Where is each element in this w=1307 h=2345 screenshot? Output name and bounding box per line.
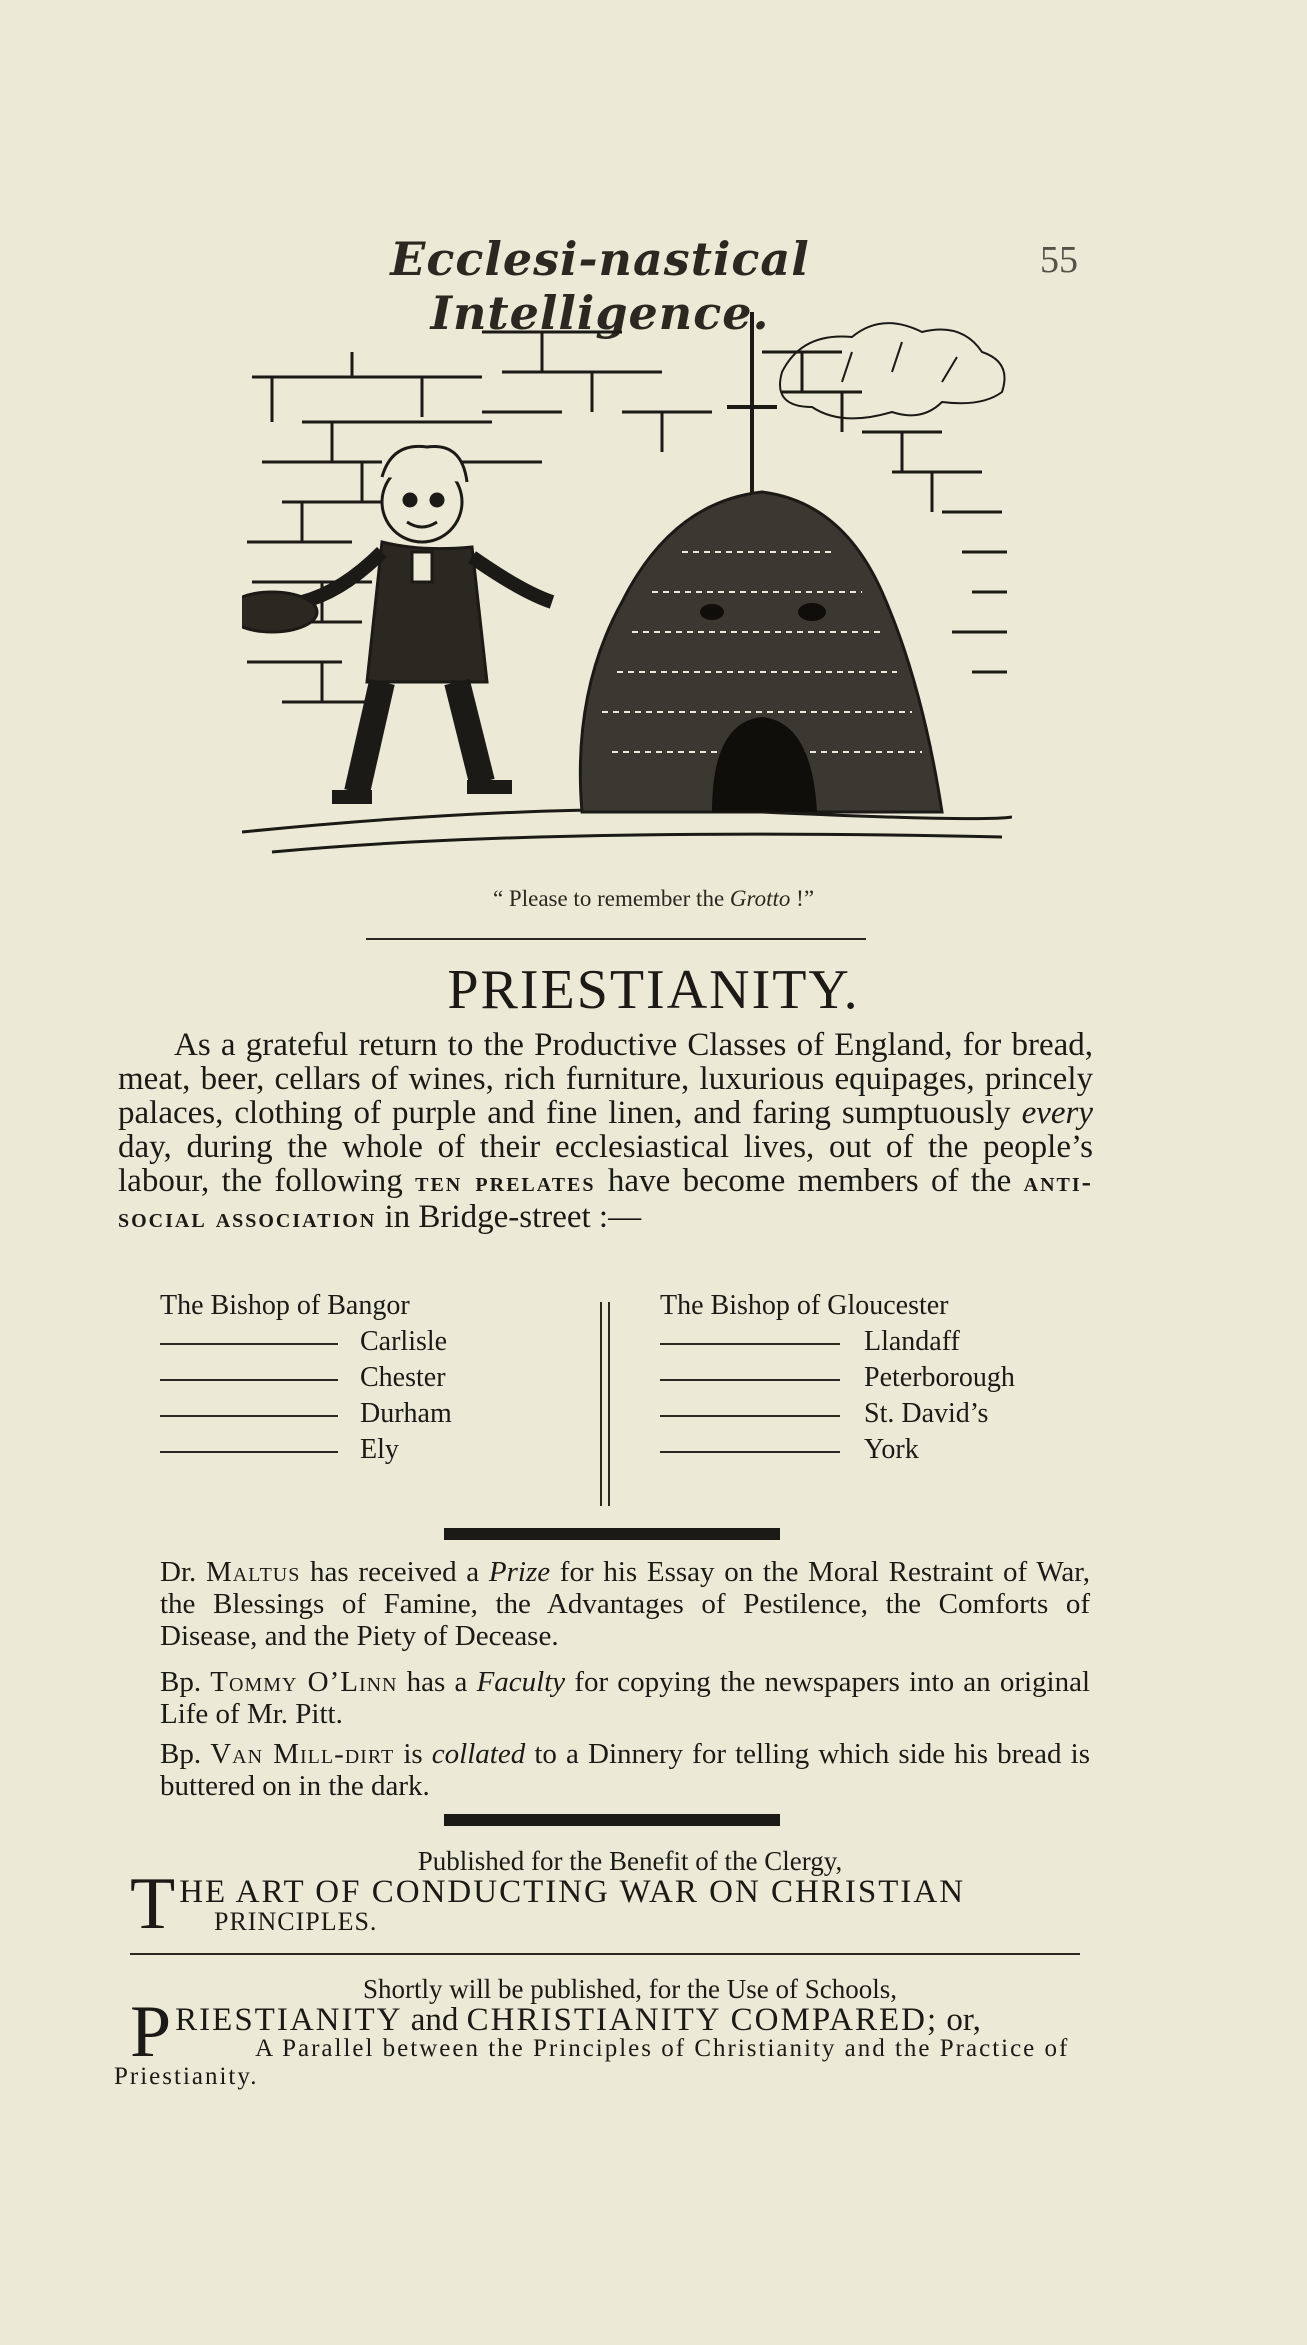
clergyman-figure bbox=[242, 446, 552, 797]
news-title: Dr. bbox=[160, 1556, 197, 1588]
list-item bbox=[660, 1360, 1015, 1396]
list-item bbox=[160, 1396, 452, 1432]
ditto-rule bbox=[160, 1379, 338, 1381]
drop-cap: T bbox=[130, 1863, 178, 1945]
bishop-see: Peterborough bbox=[864, 1362, 1015, 1393]
intro-text-2: day, during the whole of their ecclesiastical lives, out of the people’s labour, the following bbox=[118, 1129, 1093, 1199]
intro-text-1: As a grateful return to the Productive Classes of England, for bread, meat, beer, cellars of wines, rich furniture, luxurious equipages, princely palaces, clothing of purple and fine linen, and faring sumptuously bbox=[118, 1027, 1093, 1131]
caption-close: !” bbox=[790, 886, 815, 911]
section-divider bbox=[444, 1528, 780, 1540]
article-heading: PRIESTIANITY. bbox=[447, 959, 860, 1021]
advert-priestianity-compared bbox=[114, 1974, 1090, 2091]
caption-open: “ Please to remember the bbox=[492, 886, 730, 911]
drop-cap: P bbox=[130, 1991, 174, 2073]
advert-title-conjunction: and bbox=[402, 2002, 467, 2038]
advert-title-conjunction: or, bbox=[938, 2002, 981, 2038]
advert-title-line: PRINCIPLES. bbox=[214, 1907, 378, 1936]
cross-on-grotto bbox=[727, 312, 777, 502]
advert-subtitle: A Parallel between the Principles of Christianity and the Practice of Priestianity. bbox=[114, 2035, 1070, 2090]
news-title: Bp. bbox=[160, 1666, 202, 1698]
page-number: 55 bbox=[1040, 239, 1078, 281]
grotto-illustration bbox=[242, 312, 1012, 872]
news-name: Tommy O’Linn bbox=[210, 1666, 398, 1698]
bishops-left-column bbox=[160, 1288, 452, 1468]
bishop-see: Chester bbox=[360, 1362, 446, 1393]
advert-art-of-war bbox=[130, 1846, 1090, 1945]
bishop-prefix: The Bishop of bbox=[660, 1290, 821, 1321]
ditto-rule bbox=[160, 1451, 338, 1453]
bishop-see: Ely bbox=[360, 1434, 399, 1465]
ditto-rule bbox=[160, 1415, 338, 1417]
ditto-rule bbox=[660, 1343, 840, 1345]
list-item bbox=[660, 1288, 1015, 1324]
news-text: is bbox=[394, 1738, 432, 1770]
intro-text-4: in Bridge-street :— bbox=[376, 1199, 642, 1235]
bishops-right-column bbox=[660, 1288, 1015, 1468]
news-item-van-mill-dirt bbox=[160, 1738, 1090, 1802]
bishop-see: York bbox=[864, 1434, 919, 1465]
news-text: has a bbox=[397, 1666, 477, 1698]
intro-smallcaps-1: ten prelates bbox=[415, 1167, 596, 1198]
advert-intro: Published for the Benefit of the Clergy, bbox=[417, 1846, 843, 1876]
news-text: for his Essay on the Moral Restraint of War, the Blessings of Famine, the Advantages of Pestilence, the Comforts of Disease, and the Piety of Decease. bbox=[160, 1556, 1091, 1652]
news-title: Bp. bbox=[160, 1738, 202, 1770]
advert-title bbox=[114, 1991, 1090, 2091]
advert-title-part: CHRISTIANITY COMPARED; bbox=[466, 2002, 939, 2038]
list-item bbox=[660, 1324, 1015, 1360]
news-italic: Prize bbox=[488, 1556, 551, 1588]
article-intro bbox=[118, 1028, 1093, 1236]
ditto-rule bbox=[660, 1379, 840, 1381]
caption-italic: Grotto bbox=[729, 886, 791, 911]
news-text: to a Dinnery for telling which side his bread is buttered on in the dark. bbox=[160, 1738, 1091, 1802]
news-text: for copying the newspapers into an original Life of Mr. Pitt. bbox=[160, 1666, 1091, 1730]
bishop-see: St. David’s bbox=[864, 1398, 989, 1429]
column-divider bbox=[600, 1302, 610, 1506]
advert-intro: Shortly will be published, for the Use of Schools, bbox=[363, 1974, 897, 2004]
intro-text-3: have become members of the bbox=[595, 1163, 1024, 1199]
news-item-maltus bbox=[160, 1556, 1090, 1652]
bishop-see: Gloucester bbox=[827, 1290, 949, 1321]
ditto-rule bbox=[160, 1343, 338, 1345]
news-italic: collated bbox=[431, 1738, 526, 1770]
ditto-rule bbox=[660, 1415, 840, 1417]
advert-title-line: HE ART OF CONDUCTING WAR ON CHRISTIAN bbox=[179, 1874, 966, 1910]
news-item-olinn bbox=[160, 1666, 1090, 1730]
bishops-list bbox=[154, 1288, 1044, 1508]
ditto-rule bbox=[660, 1451, 840, 1453]
advert-rule bbox=[130, 1953, 1080, 1955]
news-name: Van Mill-dirt bbox=[210, 1738, 395, 1770]
news-text: has received a bbox=[300, 1556, 489, 1588]
list-item bbox=[660, 1396, 1015, 1432]
section-divider bbox=[444, 1814, 780, 1826]
bishop-see: Bangor bbox=[327, 1290, 410, 1321]
advert-title bbox=[130, 1863, 1090, 1945]
intro-italic: every bbox=[1021, 1095, 1093, 1131]
tree bbox=[780, 323, 1005, 418]
list-item bbox=[160, 1324, 452, 1360]
running-title: Ecclesi-nastical Intelligence. bbox=[390, 232, 810, 340]
list-item bbox=[160, 1288, 452, 1324]
news-name: Maltus bbox=[205, 1556, 301, 1588]
bishop-see: Carlisle bbox=[360, 1326, 448, 1357]
caption-rule bbox=[366, 938, 866, 940]
list-item bbox=[160, 1360, 452, 1396]
bishop-see: Durham bbox=[360, 1398, 452, 1429]
list-item bbox=[160, 1432, 452, 1468]
advert-title-part: RIESTIANITY bbox=[175, 2002, 403, 2038]
bishop-prefix: The Bishop of bbox=[160, 1290, 321, 1321]
intro-smallcaps-2: anti-social association bbox=[118, 1167, 1094, 1234]
news-italic: Faculty bbox=[476, 1666, 566, 1698]
list-item bbox=[660, 1432, 1015, 1468]
illustration-caption bbox=[0, 886, 1307, 912]
bishop-see: Llandaff bbox=[864, 1326, 960, 1357]
grotto-mound bbox=[580, 492, 942, 812]
